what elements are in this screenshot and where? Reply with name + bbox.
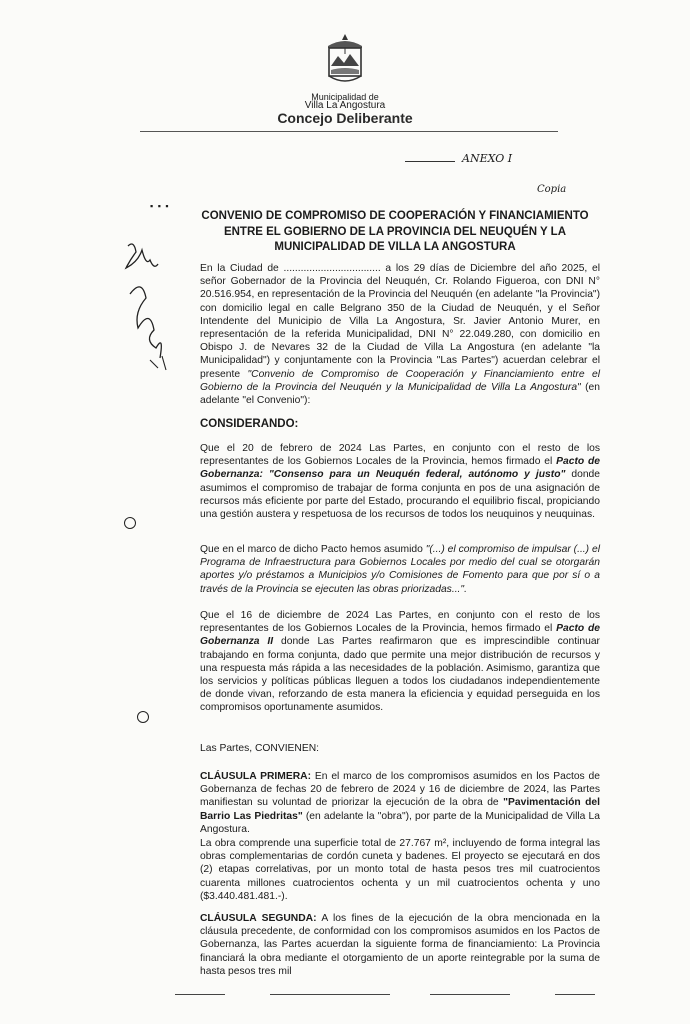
considerando-p2-quote: "(...) el compromiso de impulsar (...) el Programa de Infraestructura para Gobiernos Locales por medio del cual se otorgarán aportes y/o préstamos a Municipios y/o Comisiones de Fomento para que por sí o a través de la Provincia se ejecuten las obras priorizadas...". — [200, 544, 600, 595]
convienen-line: Las Partes, CONVIENEN: — [200, 743, 320, 754]
considerando-p3-end: donde Las Partes reafirmaron que es imprescindible continuar trabajando en forma conjunta, dado que permite una mejor distribución de recursos y una respuesta más rápida a las necesidades de la población. Asimismo, garantiza que los servicios y políticas públicas lleguen a todos los ciudadanos independientemente de donde vivan, reforzando de esta manera la eficiencia y equidad perseguida en los compromisos oportunamente asumidos. — [200, 636, 600, 714]
header-divider — [140, 131, 558, 132]
footer-line — [175, 994, 225, 995]
clausula-segunda-label: CLÁUSULA SEGUNDA: — [200, 913, 317, 924]
considerando-heading: CONSIDERANDO: — [200, 418, 299, 430]
clausula-primera-paragraph-2: La obra comprende una superficie total de 27.767 m², incluyendo de forma integral las obras complementarias de cordón cuneta y badenes. El proyecto se ejecutará en dos (2) etapas correlativas, por un monto total de hasta pesos tres mil cuatrocientos cuarenta millones cuatrocientos ochenta y un mil cuatrocientos ochenta y uno ($3.440.481.481.-). — [200, 838, 600, 902]
footer-line — [270, 994, 390, 995]
clausula-primera-text: En el marco de los compromisos asumidos en los Pactos de Gobernanza de fechas 20 de febrero de 2024 y 16 de diciembre de 2024, las Partes manifiestan su voluntad de priorizar la ejecución de la obra de — [200, 771, 600, 809]
intro-end: (en adelante "el Convenio"): — [200, 381, 600, 407]
intro-paragraph — [200, 262, 600, 407]
org-name-line2: Villa La Angostura — [304, 100, 386, 111]
handwritten-signature — [120, 238, 180, 378]
intro-text: En la Ciudad de .................................. a los 29 días de Diciembre del año 2025, el señor Gobernador de la Provincia del Neuquén, Cr. Rolando Figueroa, con DNI N° 20.516.954, en representación de la Provincia del Neuquén (en adelante "la Provincia") con domicilio legal en calle Belgrano 350 de la Ciudad de Neuquén, y el Señor Intendente del Municipio de Villa La Angostura, Sr. Javier Antonio Murer, en representación de la referida Municipalidad, DNI N° 22.049.280, con domicilio en Obispo J. de Nevares 32 de la Ciudad de Villa La Angostura (en adelante "la Municipalidad") y conjuntamente con la Provincia "Las Partes") acuerdan celebrar el presente — [200, 263, 600, 380]
stamp-mark: ▪ ▪ ▪ — [150, 201, 170, 211]
footer-line — [430, 994, 510, 995]
municipal-crest-logo — [314, 32, 376, 88]
considerando-p3-text: Que el 16 de diciembre de 2024 Las Partes, en conjunto con el resto de los representantes de los Gobiernos Locales de la Provincia, hemos firmado el — [200, 610, 600, 635]
org-name-line3: Concejo Deliberante — [277, 110, 413, 126]
copy-handwritten-label: Copia — [537, 184, 567, 195]
footer-line — [555, 994, 595, 995]
clausula-primera-label: CLÁUSULA PRIMERA: — [200, 771, 312, 782]
clausula-segunda-text: A los fines de la ejecución de la obra mencionada en la cláusula precedente, de conformidad con los compromisos asumidos en los Pactos de Gobernanza, las Partes acuerdan la siguiente forma de financiamiento: La Provincia financiará la obra mediante el otorgamiento de un aporte reintegrable por la suma de hasta pesos tres mil — [200, 913, 600, 977]
considerando-paragraph-1 — [200, 442, 600, 521]
punch-hole — [124, 517, 136, 529]
pacto-gobernanza-title: Pacto de Gobernanza: "Consenso para un Neuquén federal, autónomo y justo" — [200, 456, 600, 481]
document-title: CONVENIO DE COMPROMISO DE COOPERACIÓN Y FINANCIAMIENTO ENTRE EL GOBIERNO DE LA PROVINCIA DEL NEUQUÉN Y LA MUNICIPALIDAD DE VILLA LA ANGOSTURA — [201, 210, 589, 253]
annex-handwritten-label: ANEXO I — [462, 152, 513, 165]
considerando-p2-text: Que en el marco de dicho Pacto hemos asumido — [200, 544, 423, 555]
annex-dash — [405, 161, 455, 162]
org-name-line1: Municipalidad de — [311, 92, 379, 102]
considerando-paragraph-2 — [200, 543, 600, 596]
intro-agreement-name: "Convenio de Compromiso de Cooperación y Financiamiento entre el Gobierno de la Provincia del Neuquén y la Municipalidad de Villa La Angostura" — [200, 368, 600, 393]
considerando-paragraph-3 — [200, 609, 600, 715]
considerando-p1-text: Que el 20 de febrero de 2024 Las Partes, en conjunto con el resto de los representantes de los Gobiernos Locales de la Provincia, hemos firmado el — [200, 443, 600, 468]
punch-hole — [137, 711, 149, 723]
pacto-gobernanza-ii: Pacto de Gobernanza II — [200, 623, 600, 648]
clausula-primera — [200, 770, 600, 836]
considerando-p1-end: donde asumimos el compromiso de trabajar de forma conjunta en pos de una asignación de recursos más eficiente por parte del Estado, procurando el equilibrio fiscal, propiciando una gestión austera y respetuosa de los recursos de todos los neuquinos y neuquinas. — [200, 469, 600, 521]
clausula-primera-end: (en adelante la "obra"), por parte de la Municipalidad de Villa La Angostura. — [200, 810, 600, 835]
clausula-segunda — [200, 912, 600, 978]
obra-name: "Pavimentación del Barrio Las Piedritas" — [200, 797, 600, 822]
